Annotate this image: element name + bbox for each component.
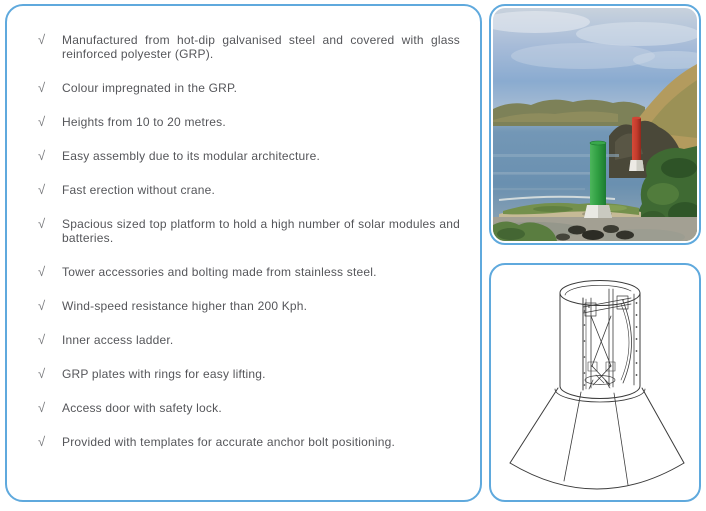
feature-text: Inner access ladder. [62,333,174,347]
feature-item [38,333,460,347]
feature-text: Heights from 10 to 20 metres. [62,115,226,129]
check-icon: √ [38,80,46,95]
drawing-panel [489,263,701,502]
check-icon: √ [38,32,46,47]
feature-item [38,367,460,381]
check-icon: √ [38,298,46,313]
feature-text: Fast erection without crane. [62,183,216,197]
feature-item [38,33,460,61]
features-panel [5,4,482,502]
photo-panel [489,4,701,245]
feature-text: Spacious sized top platform to hold a high number of solar modules and batteries. [62,217,460,245]
feature-text: GRP plates with rings for easy lifting. [62,367,266,381]
feature-item [38,115,460,129]
check-icon: √ [38,400,46,415]
check-icon: √ [38,264,46,279]
tower-technical-drawing [493,267,697,498]
feature-text: Wind-speed resistance higher than 200 Kph. [62,299,308,313]
check-icon: √ [38,366,46,381]
feature-text: Colour impregnated in the GRP. [62,81,238,95]
feature-item [38,183,460,197]
feature-item [38,81,460,95]
feature-item [38,149,460,163]
feature-item [38,265,460,279]
feature-text: Manufactured from hot-dip galvanised steel and covered with glass reinforced polyester (GRP). [62,33,460,61]
feature-item [38,435,460,449]
feature-item [38,217,460,245]
feature-text: Access door with safety lock. [62,401,222,415]
feature-text: Tower accessories and bolting made from stainless steel. [62,265,377,279]
check-icon: √ [38,114,46,129]
check-icon: √ [38,332,46,347]
feature-text: Provided with templates for accurate anchor bolt positioning. [62,435,396,449]
check-icon: √ [38,434,46,449]
feature-item [38,299,460,313]
feature-text: Easy assembly due to its modular architecture. [62,149,320,163]
check-icon: √ [38,148,46,163]
feature-list [38,33,460,449]
check-icon: √ [38,182,46,197]
feature-item [38,401,460,415]
coastal-beacons-photo [493,8,697,241]
check-icon: √ [38,216,46,231]
